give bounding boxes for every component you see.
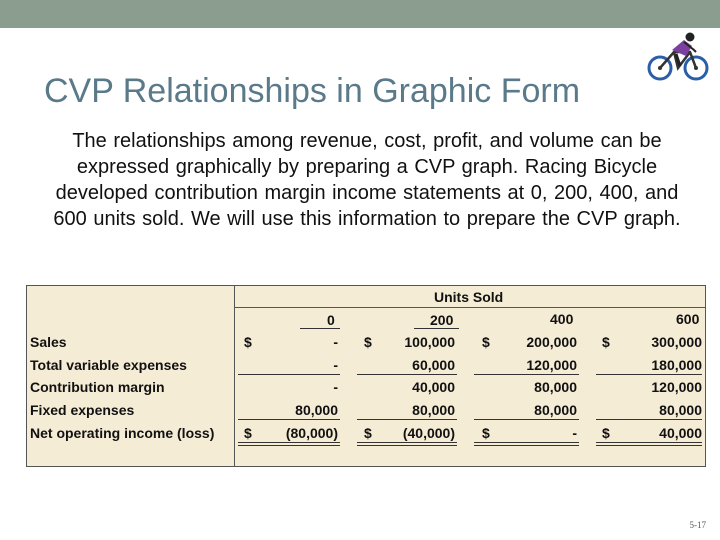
dollar-sign: $ bbox=[364, 334, 372, 350]
table-cell: 40,000 bbox=[659, 425, 702, 441]
dollar-sign: $ bbox=[364, 425, 372, 441]
table-cell: - bbox=[333, 334, 338, 350]
table-cell: 80,000 bbox=[412, 402, 455, 418]
table-vertical-divider bbox=[234, 285, 235, 467]
subtotal-underline bbox=[474, 419, 579, 420]
dollar-sign: $ bbox=[602, 425, 610, 441]
table-cell: - bbox=[333, 379, 338, 395]
table-cell: (80,000) bbox=[285, 425, 338, 441]
table-cell: 100,000 bbox=[404, 334, 455, 350]
row-label-contribution-margin: Contribution margin bbox=[30, 379, 165, 395]
column-header-underline bbox=[300, 328, 340, 329]
total-double-underline bbox=[474, 442, 579, 446]
table-cell: 120,000 bbox=[526, 357, 577, 373]
total-double-underline bbox=[596, 442, 702, 446]
page-number: 5-17 bbox=[689, 520, 706, 530]
table-header-divider bbox=[234, 307, 706, 308]
table-cell: 80,000 bbox=[295, 402, 338, 418]
subtotal-underline bbox=[357, 374, 457, 375]
subtotal-underline bbox=[596, 374, 702, 375]
table-cell: 180,000 bbox=[651, 357, 702, 373]
table-cell: 80,000 bbox=[659, 402, 702, 418]
table-cell: 300,000 bbox=[651, 334, 702, 350]
row-label-fixed-expenses: Fixed expenses bbox=[30, 402, 135, 418]
dollar-sign: $ bbox=[244, 425, 252, 441]
dollar-sign: $ bbox=[482, 425, 490, 441]
total-double-underline bbox=[238, 442, 340, 446]
bicycle-rider-icon bbox=[646, 28, 710, 84]
slide-title: CVP Relationships in Graphic Form bbox=[44, 72, 581, 110]
row-label-net-operating-income: Net operating income (loss) bbox=[30, 425, 215, 441]
table-cell: 80,000 bbox=[534, 402, 577, 418]
table-cell: 200,000 bbox=[526, 334, 577, 350]
subtotal-underline bbox=[474, 374, 579, 375]
table-cell: 120,000 bbox=[651, 379, 702, 395]
table-cell: 80,000 bbox=[534, 379, 577, 395]
table-cell: (40,000) bbox=[402, 425, 455, 441]
row-label-variable-expenses: Total variable expenses bbox=[30, 357, 187, 373]
dollar-sign: $ bbox=[482, 334, 490, 350]
total-double-underline bbox=[357, 442, 457, 446]
subtotal-underline bbox=[238, 419, 340, 420]
slide-body-text: The relationships among revenue, cost, profit, and volume can be expressed graphically by preparing a CVP graph. Racing Bicycle developed contribution margin income statements at 0, 200, 400, and 600 units sold. We will use this information to prepare the CVP graph. bbox=[53, 130, 681, 230]
subtotal-underline bbox=[238, 374, 340, 375]
column-header-0: 0 bbox=[327, 312, 335, 328]
table-cell: - bbox=[572, 425, 577, 441]
column-header-600: 600 bbox=[676, 311, 700, 327]
column-header-400: 400 bbox=[550, 311, 574, 327]
top-accent-bar bbox=[0, 0, 720, 28]
table-cell: 60,000 bbox=[412, 357, 455, 373]
column-header-underline bbox=[414, 328, 459, 329]
column-header-200: 200 bbox=[430, 312, 454, 328]
units-sold-header: Units Sold bbox=[434, 289, 504, 305]
table-cell: 40,000 bbox=[412, 379, 455, 395]
dollar-sign: $ bbox=[244, 334, 252, 350]
subtotal-underline bbox=[357, 419, 457, 420]
subtotal-underline bbox=[596, 419, 702, 420]
row-label-sales: Sales bbox=[30, 334, 67, 350]
dollar-sign: $ bbox=[602, 334, 610, 350]
table-cell: - bbox=[333, 357, 338, 373]
